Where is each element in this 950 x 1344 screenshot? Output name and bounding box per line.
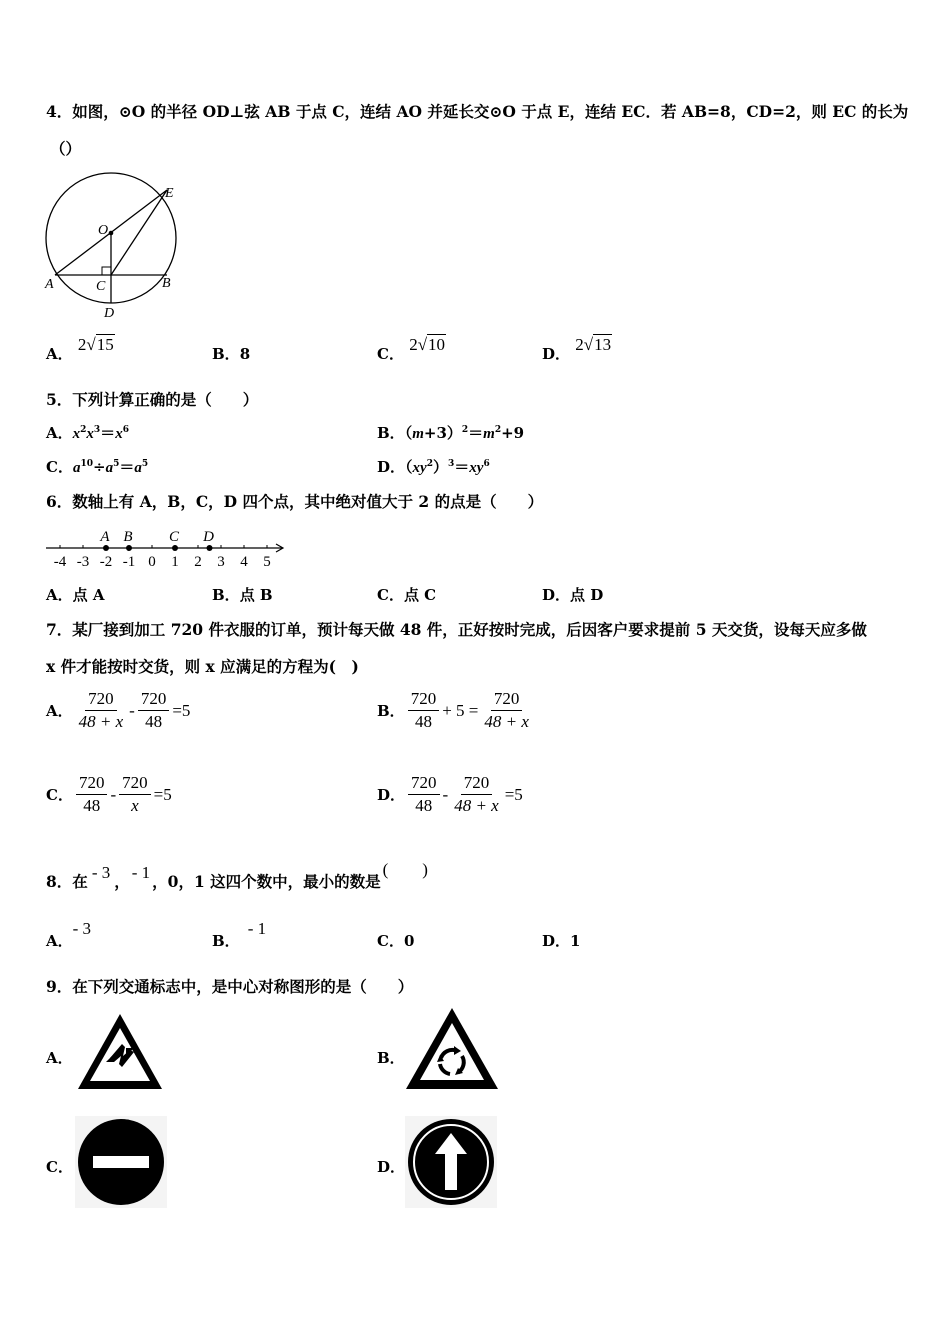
tick-label: -3	[76, 554, 90, 570]
option-letter: A．	[46, 424, 73, 442]
q4-circle-figure	[40, 172, 190, 322]
q6-number-line	[44, 524, 290, 572]
option-letter: B．	[212, 932, 240, 950]
label-o: O	[98, 223, 109, 238]
q5-stem	[46, 390, 258, 410]
label-b: B	[162, 276, 171, 291]
q7-option-c[interactable]: C． $\frac{720}{48}$ - $\frac{720}{x}$ =5	[46, 773, 172, 815]
q5-number: 5．	[46, 390, 73, 409]
q6-text: 数轴上有 A，B，C，D 四个点，其中绝对值大于 2 的点是（ ）	[72, 492, 544, 511]
q6-option-a[interactable]	[46, 585, 105, 605]
fraction-1: $\frac{720}{48}$	[408, 772, 440, 817]
tick-label: 2	[194, 554, 202, 570]
q7-text-line1: 某厂接到加工 720 件衣服的订单，预计每天做 48 件，正好按时完成，后因客户要求提前 5 天交货，设每天应多做	[72, 620, 867, 639]
fraction-2: $\frac{720}{x}$	[119, 772, 151, 817]
option-letter: A．	[46, 345, 73, 363]
option-value: 点 A	[72, 586, 105, 604]
fraction-1: $\frac{720}{48}$	[76, 772, 108, 817]
q4-option-c[interactable]	[377, 335, 446, 364]
option-letter: A．	[46, 701, 73, 720]
option-value: 2√13	[575, 335, 612, 354]
q8-option-b[interactable]	[212, 919, 267, 951]
q4-number: 4．	[46, 102, 73, 121]
q7-stem-line2: x 件才能按时交货，则 x 应满足的方程为( )	[46, 657, 359, 676]
tick-label: -2	[99, 554, 113, 570]
q9-option-a-letter: A．	[46, 1049, 73, 1067]
q5-option-d[interactable]: D．$(xy^2)^3=xy^6$	[377, 458, 490, 476]
option-letter: D．	[377, 785, 406, 804]
option-value: 2√10	[409, 335, 446, 354]
option-letter: C．	[377, 345, 404, 363]
option-letter: A．	[46, 586, 73, 604]
option-letter: C．	[46, 785, 73, 804]
option-value: 2√15	[77, 335, 114, 354]
tick-label: 0	[148, 554, 156, 570]
q8-option-c[interactable]	[377, 931, 414, 951]
option-value: 0	[403, 932, 415, 950]
q4-text-line1: 如图，⊙O 的半径 OD⊥弦 AB 于点 C，连结 AO 并延长交⊙O 于点 E，连结 EC．若 AB=8，CD=2，则 EC 的长为	[72, 102, 909, 121]
no-entry-sign-icon[interactable]	[75, 1116, 167, 1208]
fraction-2: $\frac{720}{48 + x}$	[484, 689, 529, 731]
option-value: - 1	[247, 919, 267, 938]
label-c: C	[96, 279, 106, 294]
label-d: D	[104, 306, 115, 321]
option-letter: C．	[46, 458, 73, 476]
tick-label: -4	[53, 554, 67, 570]
point-b	[126, 545, 132, 551]
q9-text: 在下列交通标志中，是中心对称图形的是（ ）	[72, 977, 414, 996]
q8-prefix: 在	[72, 872, 88, 891]
q9-number: 9．	[46, 977, 73, 996]
q5-option-b[interactable]: B．$(m+3)^2=m^2+9$	[377, 424, 525, 442]
q5-text: 下列计算正确的是（ ）	[72, 390, 259, 409]
q4-stem-line2: （）	[50, 139, 82, 158]
point-label-b: B	[123, 529, 133, 545]
tick-label: 5	[263, 554, 271, 570]
q9-option-b-letter: B．	[377, 1049, 405, 1067]
option-letter: B．	[377, 701, 405, 720]
option-value: 1	[570, 932, 581, 950]
tick-label: 3	[217, 554, 225, 570]
q8-comma: ，	[114, 872, 130, 891]
fraction-2: $\frac{720}{48}$	[138, 688, 170, 733]
label-a: A	[45, 277, 54, 292]
option-letter: D．	[542, 345, 571, 363]
q8-value-2: - 1	[131, 863, 151, 882]
point-label-d: D	[203, 529, 214, 545]
q6-number: 6．	[46, 492, 73, 511]
option-letter: B．	[377, 424, 405, 442]
tick-label: 4	[240, 554, 248, 570]
q9-option-d-letter: D．	[377, 1158, 406, 1176]
option-letter: C．	[377, 586, 404, 604]
label-e: E	[165, 186, 174, 201]
q8-blank-paren: ( )	[382, 860, 428, 879]
q7-number: 7．	[46, 620, 73, 639]
option-letter: C．	[377, 932, 404, 950]
fraction-1: $\frac{720}{48}$	[408, 688, 440, 733]
option-value: 点 D	[570, 586, 604, 604]
q6-option-b[interactable]	[212, 585, 273, 605]
q7-stem-line1	[46, 620, 867, 640]
tick-label: 1	[171, 554, 179, 570]
q8-number: 8．	[46, 872, 73, 891]
option-letter: D．	[377, 458, 406, 476]
q4-option-d[interactable]	[542, 335, 612, 364]
fraction-2: $\frac{720}{48 + x}$	[454, 773, 499, 815]
line-ec	[111, 190, 167, 275]
q6-option-c[interactable]	[377, 585, 436, 605]
q4-stem-line1	[46, 102, 908, 122]
double-bend-warning-sign-icon[interactable]	[76, 1012, 164, 1092]
fraction-1: $\frac{720}{48 + x}$	[78, 689, 124, 731]
option-value: 点 B	[239, 586, 273, 604]
option-letter: B．	[212, 586, 240, 604]
q5-option-c[interactable]: C．$a^{10}\div a^5=a^5$	[46, 458, 149, 476]
q9-stem	[46, 977, 413, 997]
q8-value-1: - 3	[91, 863, 111, 882]
q8-stem	[46, 860, 428, 892]
q8-option-a[interactable]	[46, 919, 92, 951]
option-value: - 3	[72, 919, 92, 938]
q8-rest: ，0，1 这四个数中，最小的数是	[152, 872, 381, 891]
q5-option-a[interactable]: A．$x^2x^3=x^6$	[46, 424, 129, 442]
point-label-c: C	[168, 529, 180, 545]
option-value: 点 C	[403, 586, 437, 604]
q4-option-b[interactable]	[212, 344, 250, 364]
q7-option-b[interactable]: B． $\frac{720}{48}$ + 5 = $\frac{720}{48 + x}$	[377, 688, 535, 733]
roundabout-warning-sign-icon[interactable]	[405, 1007, 499, 1091]
straight-ahead-sign-icon[interactable]	[405, 1116, 497, 1208]
center-point-o	[109, 231, 114, 236]
option-letter: A．	[46, 932, 73, 950]
option-value: 8	[239, 345, 251, 363]
point-c	[172, 545, 178, 551]
right-angle-mark	[102, 267, 111, 275]
point-d	[207, 545, 213, 551]
q6-option-d[interactable]	[542, 585, 603, 605]
q6-stem	[46, 492, 543, 512]
q7-option-d[interactable]: D． $\frac{720}{48}$ - $\frac{720}{48 + x}$ =5	[377, 773, 523, 815]
tick-label: -1	[122, 554, 136, 570]
q4-option-a[interactable]	[46, 335, 115, 364]
option-letter: B．	[212, 345, 240, 363]
point-a	[103, 545, 109, 551]
point-label-a: A	[100, 529, 110, 545]
q8-option-d[interactable]	[542, 931, 580, 951]
q9-option-c-letter: C．	[46, 1158, 73, 1176]
q7-option-a[interactable]: A． $\frac{720}{48 + x}$ - $\frac{720}{48}$ =5	[46, 689, 191, 731]
option-letter: D．	[542, 586, 571, 604]
option-letter: D．	[542, 932, 571, 950]
